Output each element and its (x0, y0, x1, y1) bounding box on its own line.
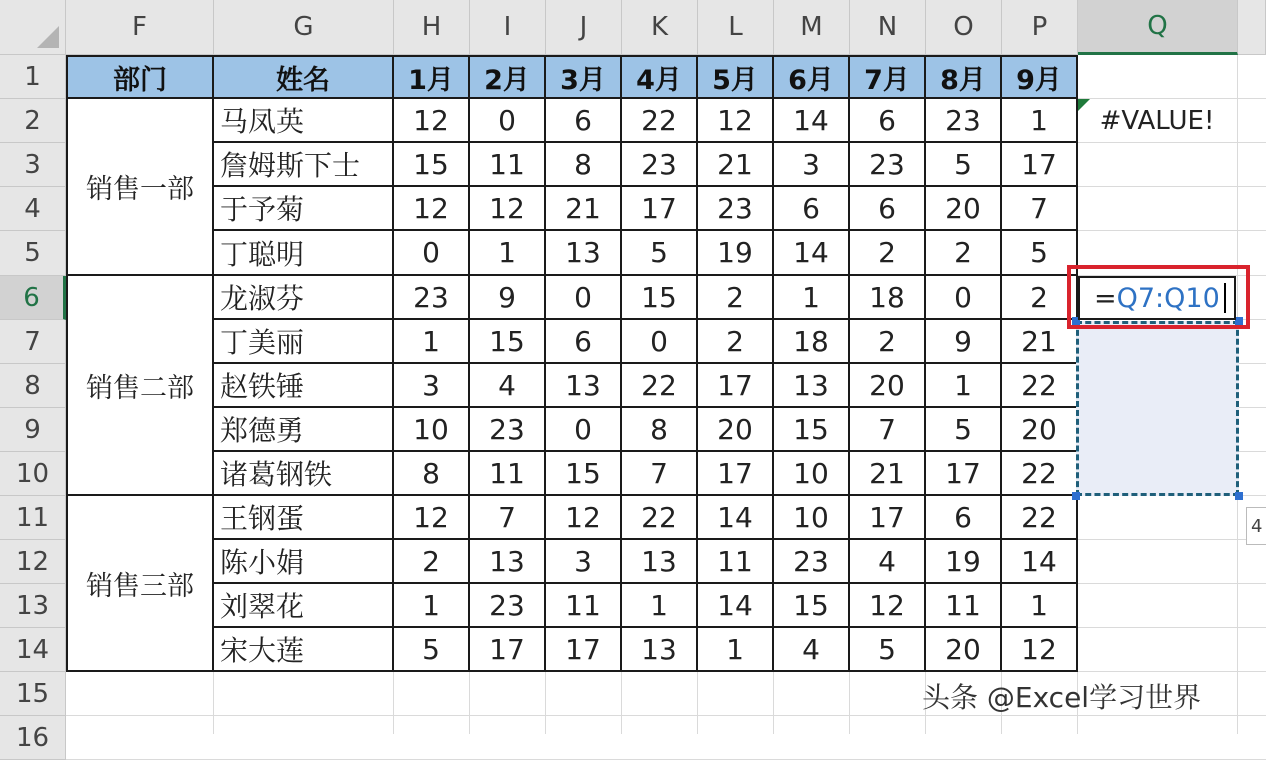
value-cell[interactable]: 15 (394, 143, 470, 187)
row-header-3[interactable]: 3 (0, 143, 66, 187)
value-cell[interactable]: 23 (926, 99, 1002, 143)
row-header-8[interactable]: 8 (0, 364, 66, 408)
value-cell[interactable]: 6 (850, 187, 926, 231)
value-cell[interactable]: 13 (470, 540, 546, 584)
value-cell[interactable]: 20 (698, 408, 774, 452)
value-cell[interactable]: 14 (698, 496, 774, 540)
row-header-9[interactable]: 9 (0, 408, 66, 452)
value-cell[interactable]: 13 (546, 231, 622, 276)
value-cell[interactable]: 1 (622, 584, 698, 628)
table-header-cell: 3月 (546, 55, 622, 99)
column-header-p[interactable]: P (1002, 0, 1078, 55)
value-cell[interactable]: 0 (622, 320, 698, 364)
value-cell[interactable]: 13 (622, 540, 698, 584)
value-cell[interactable]: 12 (698, 99, 774, 143)
value-cell[interactable]: 0 (470, 99, 546, 143)
value-cell[interactable]: 22 (622, 99, 698, 143)
value-cell[interactable]: 20 (1002, 408, 1078, 452)
name-cell[interactable]: 诸葛钢铁 (214, 452, 394, 496)
value-cell[interactable]: 6 (546, 99, 622, 143)
value-cell[interactable]: 23 (850, 143, 926, 187)
row-header-4[interactable]: 4 (0, 187, 66, 231)
value-cell[interactable]: 3 (774, 143, 850, 187)
row-header-15[interactable]: 15 (0, 672, 66, 716)
column-header-k[interactable]: K (622, 0, 698, 55)
table-header-cell: 姓名 (214, 55, 394, 99)
value-cell[interactable]: 0 (546, 276, 622, 320)
value-cell[interactable]: 15 (774, 408, 850, 452)
column-header-blank (1238, 0, 1266, 55)
value-cell[interactable]: 6 (850, 99, 926, 143)
value-cell[interactable]: 15 (622, 276, 698, 320)
value-cell[interactable]: 12 (850, 584, 926, 628)
name-cell[interactable]: 马凤英 (214, 99, 394, 143)
name-cell[interactable]: 陈小娟 (214, 540, 394, 584)
value-cell[interactable]: 0 (394, 231, 470, 276)
value-cell[interactable]: 12 (394, 99, 470, 143)
column-header-m[interactable]: M (774, 0, 850, 55)
department-cell[interactable]: 销售一部 (66, 99, 214, 276)
name-cell[interactable]: 龙淑芬 (214, 276, 394, 320)
value-cell[interactable]: 7 (850, 408, 926, 452)
value-cell[interactable]: 13 (774, 364, 850, 408)
name-cell[interactable]: 于予菊 (214, 187, 394, 231)
value-cell[interactable]: 10 (774, 496, 850, 540)
value-cell[interactable]: 1 (394, 320, 470, 364)
table-header-cell: 8月 (926, 55, 1002, 99)
value-cell[interactable]: 7 (622, 452, 698, 496)
name-cell[interactable]: 丁美丽 (214, 320, 394, 364)
value-cell[interactable]: 21 (850, 452, 926, 496)
value-cell[interactable]: 2 (698, 276, 774, 320)
value-cell[interactable]: 11 (546, 584, 622, 628)
column-header-f[interactable]: F (66, 0, 214, 55)
value-cell[interactable]: 14 (774, 99, 850, 143)
value-cell[interactable]: 13 (546, 364, 622, 408)
value-cell[interactable]: 21 (1002, 320, 1078, 364)
column-header-g[interactable]: G (214, 0, 394, 55)
value-cell[interactable]: 22 (1002, 452, 1078, 496)
value-cell[interactable]: 17 (698, 452, 774, 496)
value-cell[interactable]: 22 (622, 496, 698, 540)
table-header-cell: 1月 (394, 55, 470, 99)
value-cell[interactable]: 6 (546, 320, 622, 364)
column-header-h[interactable]: H (394, 0, 470, 55)
value-cell[interactable]: 20 (926, 628, 1002, 672)
value-cell[interactable]: 0 (546, 408, 622, 452)
name-cell[interactable]: 宋大莲 (214, 628, 394, 672)
column-header-q[interactable]: Q (1078, 0, 1238, 55)
value-cell[interactable]: 22 (1002, 364, 1078, 408)
value-cell[interactable]: 12 (546, 496, 622, 540)
table-header-cell: 4月 (622, 55, 698, 99)
value-cell[interactable]: 18 (850, 276, 926, 320)
value-cell[interactable]: 11 (698, 540, 774, 584)
table-header-cell: 9月 (1002, 55, 1078, 99)
range-handle-bottom-left[interactable] (1072, 492, 1080, 500)
value-cell[interactable]: 4 (850, 540, 926, 584)
value-cell[interactable]: 6 (774, 187, 850, 231)
value-cell[interactable]: 23 (470, 584, 546, 628)
value-cell[interactable]: 12 (394, 187, 470, 231)
quick-analysis-button[interactable]: 4 (1246, 507, 1266, 545)
department-cell[interactable]: 销售三部 (66, 496, 214, 672)
value-cell[interactable]: 19 (698, 231, 774, 276)
highlight-box (1067, 265, 1250, 329)
value-cell[interactable]: 5 (1002, 231, 1078, 276)
watermark: 头条 @Excel学习世界 (922, 681, 1202, 714)
error-cell-q2[interactable]: #VALUE! (1099, 106, 1215, 136)
table-header-cell: 5月 (698, 55, 774, 99)
value-cell[interactable]: 12 (394, 496, 470, 540)
value-cell[interactable]: 2 (394, 540, 470, 584)
value-cell[interactable]: 20 (926, 187, 1002, 231)
value-cell[interactable]: 5 (394, 628, 470, 672)
value-cell[interactable]: 8 (394, 452, 470, 496)
value-cell[interactable]: 17 (698, 364, 774, 408)
row-header-14[interactable]: 14 (0, 628, 66, 672)
value-cell[interactable]: 3 (546, 540, 622, 584)
value-cell[interactable]: 12 (1002, 628, 1078, 672)
row-header-12[interactable]: 12 (0, 540, 66, 584)
row-header-6[interactable]: 6 (0, 276, 66, 320)
row-header-1[interactable]: 1 (0, 55, 66, 99)
value-cell[interactable]: 8 (622, 408, 698, 452)
value-cell[interactable]: 1 (1002, 584, 1078, 628)
value-cell[interactable]: 5 (850, 628, 926, 672)
value-cell[interactable]: 23 (622, 143, 698, 187)
value-cell[interactable]: 22 (1002, 496, 1078, 540)
name-cell[interactable]: 詹姆斯下士 (214, 143, 394, 187)
value-cell[interactable]: 0 (926, 276, 1002, 320)
column-header-n[interactable]: N (850, 0, 926, 55)
row-header-5[interactable]: 5 (0, 231, 66, 276)
formula-prefix: = (1094, 282, 1117, 314)
value-cell[interactable]: 4 (774, 628, 850, 672)
value-cell[interactable]: 17 (546, 628, 622, 672)
value-cell[interactable]: 17 (622, 187, 698, 231)
value-cell[interactable]: 17 (470, 628, 546, 672)
value-cell[interactable]: 23 (394, 276, 470, 320)
name-cell[interactable]: 郑德勇 (214, 408, 394, 452)
value-cell[interactable]: 14 (1002, 540, 1078, 584)
value-cell[interactable]: 1 (926, 364, 1002, 408)
table-header-cell: 部门 (66, 55, 214, 99)
name-cell[interactable]: 王钢蛋 (214, 496, 394, 540)
row-header-7[interactable]: 7 (0, 320, 66, 364)
value-cell[interactable]: 6 (926, 496, 1002, 540)
value-cell[interactable]: 18 (774, 320, 850, 364)
value-cell[interactable]: 14 (698, 584, 774, 628)
value-cell[interactable]: 5 (926, 408, 1002, 452)
value-cell[interactable]: 1 (1002, 99, 1078, 143)
select-all-corner[interactable] (0, 0, 66, 55)
department-cell[interactable]: 销售二部 (66, 276, 214, 496)
value-cell[interactable]: 22 (622, 364, 698, 408)
value-cell[interactable]: 2 (850, 320, 926, 364)
value-cell[interactable]: 23 (774, 540, 850, 584)
value-cell[interactable]: 21 (698, 143, 774, 187)
value-cell[interactable]: 2 (698, 320, 774, 364)
row-header-16[interactable]: 16 (0, 716, 66, 760)
value-cell[interactable]: 7 (1002, 187, 1078, 231)
value-cell[interactable]: 5 (622, 231, 698, 276)
table-header-cell: 2月 (470, 55, 546, 99)
value-cell[interactable]: 14 (774, 231, 850, 276)
value-cell[interactable]: 2 (850, 231, 926, 276)
value-cell[interactable]: 9 (926, 320, 1002, 364)
row-header-2[interactable]: 2 (0, 99, 66, 143)
value-cell[interactable]: 1 (698, 628, 774, 672)
column-header-j[interactable]: J (546, 0, 622, 55)
table-header-cell: 6月 (774, 55, 850, 99)
table-header-cell: 7月 (850, 55, 926, 99)
row-header-13[interactable]: 13 (0, 584, 66, 628)
value-cell[interactable]: 11 (926, 584, 1002, 628)
value-cell[interactable]: 8 (546, 143, 622, 187)
value-cell[interactable]: 19 (926, 540, 1002, 584)
value-cell[interactable]: 10 (774, 452, 850, 496)
row-header-11[interactable]: 11 (0, 496, 66, 540)
value-cell[interactable]: 23 (698, 187, 774, 231)
select-all-triangle-icon (37, 26, 59, 48)
formula-range-reference: Q7:Q10 (1116, 282, 1220, 314)
value-cell[interactable]: 17 (1002, 143, 1078, 187)
column-header-l[interactable]: L (698, 0, 774, 55)
name-cell[interactable]: 丁聪明 (214, 231, 394, 276)
value-cell[interactable]: 10 (394, 408, 470, 452)
column-header-i[interactable]: I (470, 0, 546, 55)
value-cell[interactable]: 5 (926, 143, 1002, 187)
value-cell[interactable]: 17 (926, 452, 1002, 496)
value-cell[interactable]: 4 (470, 364, 546, 408)
value-cell[interactable]: 1 (774, 276, 850, 320)
value-cell[interactable]: 2 (926, 231, 1002, 276)
value-cell[interactable]: 12 (470, 187, 546, 231)
value-cell[interactable]: 1 (470, 231, 546, 276)
value-cell[interactable]: 20 (850, 364, 926, 408)
value-cell[interactable]: 11 (470, 452, 546, 496)
range-handle-bottom-right[interactable] (1235, 492, 1243, 500)
value-cell[interactable]: 9 (470, 276, 546, 320)
value-cell[interactable]: 2 (1002, 276, 1078, 320)
name-cell[interactable]: 刘翠花 (214, 584, 394, 628)
column-header-o[interactable]: O (926, 0, 1002, 55)
value-cell[interactable]: 7 (470, 496, 546, 540)
row-header-10[interactable]: 10 (0, 452, 66, 496)
value-cell[interactable]: 15 (546, 452, 622, 496)
value-cell[interactable]: 13 (622, 628, 698, 672)
value-cell[interactable]: 17 (850, 496, 926, 540)
value-cell[interactable]: 3 (394, 364, 470, 408)
value-cell[interactable]: 15 (774, 584, 850, 628)
value-cell[interactable]: 23 (470, 408, 546, 452)
name-cell[interactable]: 赵铁锤 (214, 364, 394, 408)
referenced-range-q7-q10 (1076, 321, 1239, 496)
value-cell[interactable]: 21 (546, 187, 622, 231)
value-cell[interactable]: 11 (470, 143, 546, 187)
value-cell[interactable]: 15 (470, 320, 546, 364)
value-cell[interactable]: 1 (394, 584, 470, 628)
